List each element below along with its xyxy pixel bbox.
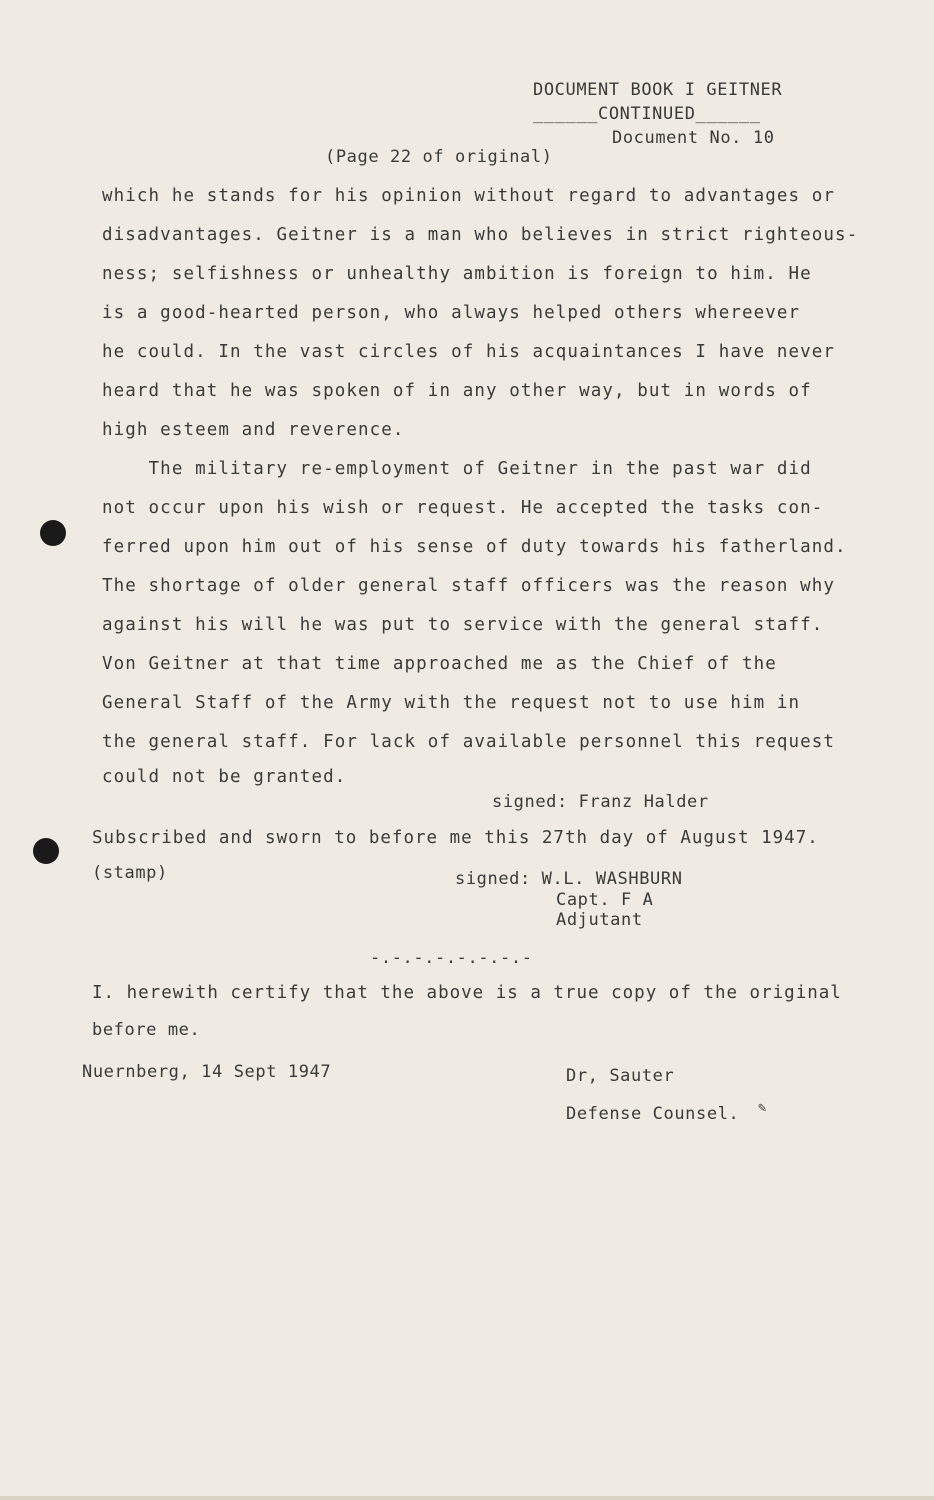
officer-title: Adjutant [556,910,643,930]
continued-label: ______CONTINUED______ [533,104,761,124]
counsel-title: Defense Counsel. [566,1104,740,1124]
body-line: ferred upon him out of his sense of duty towards his fatherland. [102,537,847,557]
officer-signature: signed: W.L. WASHBURN [455,869,683,889]
place-date: Nuernberg, 14 Sept 1947 [82,1062,332,1082]
certification-text: I. herewith certify that the above is a true copy of the original [92,983,842,1003]
counsel-name: Dr, Sauter [566,1066,675,1086]
body-line: against his will he was put to service with the general staff. [102,615,824,635]
stamp-note: (stamp) [92,863,168,883]
page-edge [0,1496,934,1500]
page-reference: (Page 22 of original) [325,147,553,167]
halder-signature: signed: Franz Halder [492,792,709,812]
punch-hole-icon [40,520,66,546]
body-line: high esteem and reverence. [102,420,405,440]
body-line: he could. In the vast circles of his acquaintances I have never [102,342,836,362]
sworn-statement: Subscribed and sworn to before me this 27th day of August 1947. [92,828,819,848]
body-line: is a good-hearted person, who always helped others whereever [102,303,801,323]
officer-rank: Capt. F A [556,890,654,910]
separator-line: -.-.-.-.-.-.-.- [370,948,533,968]
document-number: Document No. 10 [612,128,775,148]
body-line: heard that he was spoken of in any other way, but in words of [102,381,812,401]
body-line: which he stands for his opinion without regard to advantages or [102,186,836,206]
punch-hole-icon [33,838,59,864]
body-line: The shortage of older general staff officers was the reason why [102,576,836,596]
check-mark-icon: ✎ [758,1100,767,1116]
body-line: the general staff. For lack of available personnel this request [102,732,836,752]
document-book-title: DOCUMENT BOOK I GEITNER [533,80,783,100]
body-line: not occur upon his wish or request. He accepted the tasks con- [102,498,824,518]
body-line: could not be granted. [102,767,347,787]
body-line: Von Geitner at that time approached me as the Chief of the [102,654,777,674]
body-line: ness; selfishness or unhealthy ambition is foreign to him. He [102,264,812,284]
body-line: The military re-employment of Geitner in the past war did [102,459,812,479]
body-line: disadvantages. Geitner is a man who believes in strict righteous- [102,225,859,245]
body-line: General Staff of the Army with the request not to use him in [102,693,801,713]
certification-text: before me. [92,1020,201,1040]
